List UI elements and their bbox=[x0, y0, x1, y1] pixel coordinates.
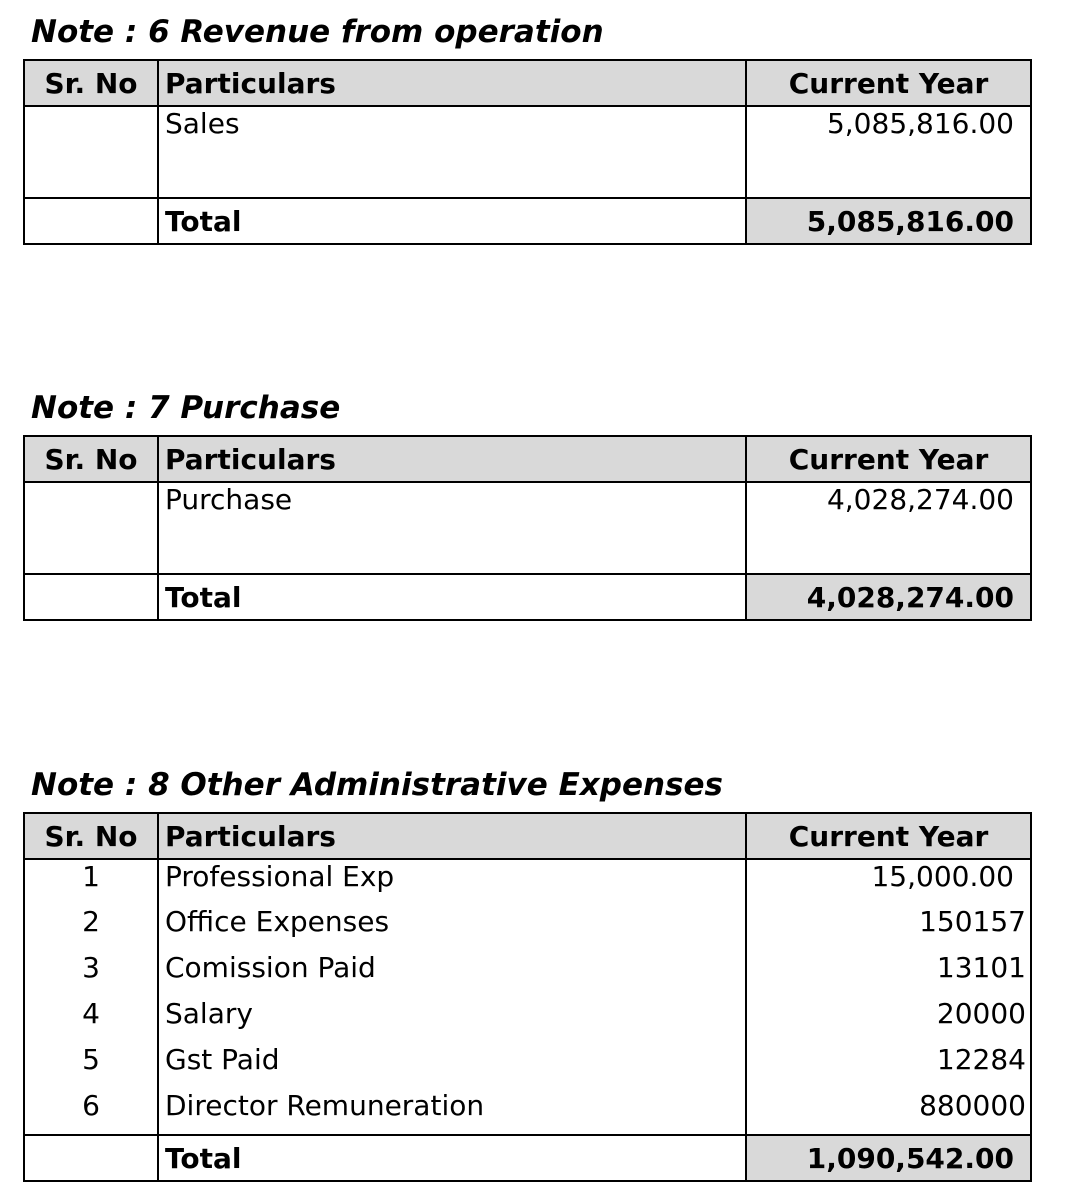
table-row bbox=[24, 859, 1031, 905]
table-header bbox=[24, 813, 1031, 859]
note-7-table bbox=[23, 435, 1032, 621]
row-particular: Comission Paid bbox=[158, 951, 746, 997]
row-amount: 13101 bbox=[746, 951, 1031, 997]
total-sr bbox=[24, 198, 158, 244]
table-row bbox=[24, 951, 1031, 997]
note-6-table bbox=[23, 59, 1032, 245]
row-sr: 4 bbox=[24, 997, 158, 1043]
row-amount: 12284 bbox=[746, 1043, 1031, 1089]
total-sr bbox=[24, 1135, 158, 1181]
header-current-year: Current Year bbox=[746, 60, 1031, 106]
table-row bbox=[24, 106, 1031, 198]
header-particulars: Particulars bbox=[158, 436, 746, 482]
row-amount: 15,000.00 bbox=[746, 859, 1031, 905]
row-particular: Salary bbox=[158, 997, 746, 1043]
row-particular: Professional Exp bbox=[158, 859, 746, 905]
header-current-year: Current Year bbox=[746, 436, 1031, 482]
row-sr: 5 bbox=[24, 1043, 158, 1089]
total-row bbox=[24, 574, 1031, 620]
note-6-title: Note : 6 Revenue from operation bbox=[31, 14, 604, 50]
total-amount: 5,085,816.00 bbox=[746, 198, 1031, 244]
header-sr-no: Sr. No bbox=[24, 60, 158, 106]
total-label: Total bbox=[158, 1135, 746, 1181]
total-label: Total bbox=[158, 198, 746, 244]
note-8-title: Note : 8 Other Administrative Expenses bbox=[31, 767, 723, 803]
table-row bbox=[24, 997, 1031, 1043]
table-header bbox=[24, 60, 1031, 106]
header-particulars: Particulars bbox=[158, 60, 746, 106]
row-amount: 5,085,816.00 bbox=[746, 106, 1031, 198]
row-sr: 3 bbox=[24, 951, 158, 997]
table-row bbox=[24, 1043, 1031, 1089]
row-particular: Gst Paid bbox=[158, 1043, 746, 1089]
total-row bbox=[24, 198, 1031, 244]
row-sr: 6 bbox=[24, 1089, 158, 1135]
table-row bbox=[24, 905, 1031, 951]
row-amount: 4,028,274.00 bbox=[746, 482, 1031, 574]
table-row bbox=[24, 482, 1031, 574]
row-particular: Sales bbox=[158, 106, 746, 198]
total-row bbox=[24, 1135, 1031, 1181]
header-particulars: Particulars bbox=[158, 813, 746, 859]
note-7-title: Note : 7 Purchase bbox=[31, 390, 341, 426]
row-amount: 20000 bbox=[746, 997, 1031, 1043]
row-amount: 880000 bbox=[746, 1089, 1031, 1135]
total-amount: 1,090,542.00 bbox=[746, 1135, 1031, 1181]
total-label: Total bbox=[158, 574, 746, 620]
row-amount: 150157 bbox=[746, 905, 1031, 951]
header-sr-no: Sr. No bbox=[24, 436, 158, 482]
row-sr bbox=[24, 482, 158, 574]
row-particular: Director Remuneration bbox=[158, 1089, 746, 1135]
header-current-year: Current Year bbox=[746, 813, 1031, 859]
table-header bbox=[24, 436, 1031, 482]
row-sr: 1 bbox=[24, 859, 158, 905]
row-particular: Purchase bbox=[158, 482, 746, 574]
table-row bbox=[24, 1089, 1031, 1135]
header-sr-no: Sr. No bbox=[24, 813, 158, 859]
total-amount: 4,028,274.00 bbox=[746, 574, 1031, 620]
row-sr bbox=[24, 106, 158, 198]
row-particular: Office Expenses bbox=[158, 905, 746, 951]
row-sr: 2 bbox=[24, 905, 158, 951]
total-sr bbox=[24, 574, 158, 620]
note-8-table bbox=[23, 812, 1032, 1182]
